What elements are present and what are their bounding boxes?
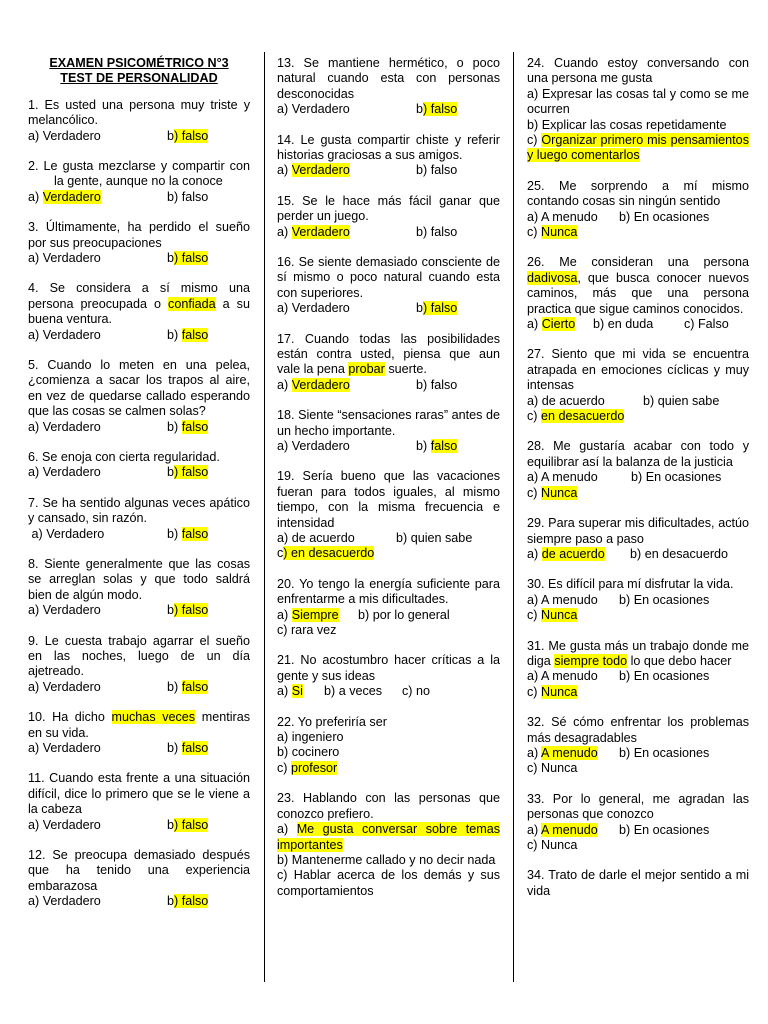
- option-a: a) Verdadero: [28, 465, 101, 480]
- question-text: 30. Es difícil para mí disfrutar la vida.: [527, 577, 734, 592]
- question-25: [527, 179, 749, 241]
- option-a: a) de acuerdo: [527, 393, 605, 408]
- question-23: [277, 791, 500, 899]
- question-text: 34. Trato de darle el mejor sentido a mi vida: [527, 868, 749, 898]
- option-b: b) por lo general: [358, 607, 450, 622]
- question-13: [277, 56, 500, 118]
- question-text: 31. Me gusta más un trabajo donde me diga siempre todo lo que debo hacer: [527, 638, 749, 668]
- option-a: a) Verdadero: [28, 894, 101, 909]
- exam-title-line1: EXAMEN PSICOMÉTRICO N°3: [49, 56, 229, 70]
- question-text: 23. Hablando con las personas que conozco prefiero.: [277, 791, 500, 821]
- option-a: a) Verdadero: [28, 189, 101, 204]
- option-b: b) falso: [167, 894, 209, 909]
- highlight: profesor: [291, 760, 338, 775]
- question-text: 28. Me gustaría acabar con todo y equilibrar así la balanza de la justicia: [527, 439, 749, 469]
- option-a: a) Verdadero: [28, 128, 101, 143]
- question-text: 13. Se mantiene hermético, o poco natural cuando esta con personas desconocidas: [277, 56, 500, 101]
- option-b: b) falso: [416, 102, 458, 117]
- question-15: [277, 194, 500, 240]
- highlight: Verdadero: [291, 224, 350, 239]
- option-a: a) A menudo: [527, 669, 598, 684]
- column-divider: [264, 52, 265, 982]
- option-a: a) Verdadero: [277, 163, 350, 178]
- option-a: a) Verdadero: [28, 419, 101, 434]
- highlight: falso: [181, 679, 209, 694]
- question-2: [28, 159, 250, 205]
- highlight: Cierto: [541, 317, 576, 332]
- highlight: ) falso: [174, 465, 209, 480]
- question-30: [527, 577, 749, 623]
- option-b: b) En ocasiones: [619, 822, 710, 837]
- highlight: ) falso: [174, 894, 209, 909]
- question-32: [527, 715, 749, 777]
- option-c: c) en desacuerdo: [527, 409, 625, 424]
- question-text: 11. Cuando esta frente a una situación difícil, dice lo primero que se le viene a la cabeza: [28, 771, 250, 817]
- highlight: Nunca: [541, 608, 578, 623]
- option-a: a) Verdadero: [277, 224, 350, 239]
- question-text: 21. No acostumbro hacer críticas a la gente y sus ideas: [277, 653, 500, 683]
- option-b: b) quien sabe: [643, 393, 720, 408]
- option-b: b) En ocasiones: [619, 745, 710, 760]
- question-text: 6. Se enoja con cierta regularidad.: [28, 450, 220, 465]
- option-b: b) falso: [167, 419, 209, 434]
- question-33: [527, 792, 749, 854]
- option-c: c) Falso: [684, 317, 729, 332]
- question-text: 32. Sé cómo enfrentar los problemas más desagradables: [527, 715, 749, 745]
- option-c: c) en desacuerdo: [277, 546, 375, 561]
- option-a: a) Verdadero: [28, 251, 101, 266]
- option-a: a) Cierto: [527, 317, 576, 332]
- highlight: A menudo: [541, 822, 598, 837]
- option-a: a) Siempre: [277, 607, 339, 622]
- highlight: ) en desacuerdo: [283, 546, 375, 561]
- column-3: [527, 56, 749, 914]
- question-text: 19. Sería bueno que las vacaciones fueran para todos iguales, al mismo tiempo, con la misma frecuencia e intensidad: [277, 469, 500, 530]
- highlight: ) falso: [423, 301, 458, 316]
- question-text: 17. Cuando todas las posibilidades están contra usted, piensa que aun vale la pena probar suerte.: [277, 331, 500, 377]
- option-b: b) falso: [167, 128, 209, 143]
- question-text: 4. Se considera a sí mismo una persona preocupada o confiada a su buena ventura.: [28, 281, 250, 327]
- highlight: Verdadero: [42, 189, 101, 204]
- question-10: [28, 710, 250, 756]
- highlight: Verdadero: [291, 163, 350, 178]
- question-26: [527, 255, 749, 332]
- highlight: ) falso: [423, 102, 458, 117]
- highlight: falso: [430, 439, 458, 454]
- option-b: b) falso: [167, 189, 209, 204]
- question-text: 20. Yo tengo la energía suficiente para enfrentarme a mis dificultades.: [277, 576, 500, 607]
- option-c: c) Organizar primero mis pensamientos y luego comentarlos: [527, 133, 749, 163]
- question-28: [527, 439, 749, 501]
- question-31: [527, 639, 749, 701]
- option-b: b) Mantenerme callado y no decir nada: [277, 852, 496, 867]
- question-text: 2. Le gusta mezclarse y compartir con la gente, aunque no la conoce: [28, 159, 250, 189]
- question-3: [28, 220, 250, 266]
- question-text: 24. Cuando estoy conversando con una persona me gusta: [527, 56, 749, 86]
- question-21: [277, 653, 500, 699]
- highlight: de acuerdo: [541, 546, 605, 561]
- option-b: b) falso: [167, 741, 209, 756]
- column-1: [28, 56, 250, 925]
- option-a: a) Verdadero: [277, 377, 350, 392]
- option-c: c) Nunca: [527, 761, 578, 776]
- option-b: b) a veces: [324, 684, 383, 699]
- option-b: b) Explicar las cosas repetidamente: [527, 117, 727, 132]
- column-2: [277, 56, 500, 914]
- question-4: [28, 281, 250, 343]
- column-divider: [513, 52, 514, 982]
- question-22: [277, 715, 500, 777]
- option-b: b) falso: [416, 163, 458, 178]
- question-19: [277, 469, 500, 561]
- highlight: ) falso: [174, 817, 209, 832]
- option-b: b) falso: [167, 251, 209, 266]
- highlight: Siempre: [291, 607, 339, 622]
- highlight: en desacuerdo: [541, 409, 625, 424]
- option-a: a) Verdadero: [28, 817, 101, 832]
- question-text: 10. Ha dicho muchas veces mentiras en su vida.: [28, 710, 250, 740]
- highlight: probar: [348, 362, 385, 377]
- highlight: falso: [181, 741, 209, 756]
- question-24: [527, 56, 749, 164]
- highlight: Nunca: [541, 225, 578, 240]
- option-a: a) Me gusta conversar sobre temas importantes: [277, 822, 501, 852]
- question-text: 3. Últimamente, ha perdido el sueño por sus preocupaciones: [28, 220, 250, 250]
- highlight: confiada: [168, 296, 216, 311]
- question-1: [28, 98, 250, 144]
- question-text: 15. Se le hace más fácil ganar que perder un juego.: [277, 193, 500, 224]
- highlight: Verdadero: [291, 377, 350, 392]
- option-b: b) falso: [416, 439, 458, 454]
- highlight: Organizar primero mis pensamientos y luego comentarlos: [527, 133, 749, 163]
- option-b: b) falso: [416, 224, 458, 239]
- question-text: 16. Se siente demasiado consciente de sí mismo o poco natural cuando esta con superiores.: [277, 255, 500, 300]
- highlight: muchas veces: [111, 710, 196, 725]
- question-text: 14. Le gusta compartir chiste y referir historias graciosas a sus amigos.: [277, 132, 500, 163]
- option-c: c) no: [402, 684, 430, 699]
- question-34: [527, 868, 749, 899]
- option-a: a) Verdadero: [28, 526, 105, 541]
- option-a: a) A menudo: [527, 470, 598, 485]
- highlight: falso: [181, 327, 209, 342]
- question-8: [28, 557, 250, 619]
- question-text: 9. Le cuesta trabajo agarrar el sueño en las noches, luego de un día ajetreado.: [28, 633, 250, 679]
- option-a: a) Verdadero: [28, 603, 101, 618]
- option-a: a) Verdadero: [277, 102, 350, 117]
- question-text: 1. Es usted una persona muy triste y melancólico.: [28, 97, 250, 128]
- question-text: 12. Se preocupa demasiado después que ha tenido una experiencia embarazosa: [28, 848, 250, 893]
- question-5: [28, 358, 250, 435]
- question-text: 8. Siente generalmente que las cosas se arreglan solas y que todo saldrá bien de algún modo.: [28, 557, 250, 602]
- highlight: Nunca: [541, 684, 578, 699]
- option-a: a) de acuerdo: [527, 546, 605, 561]
- option-c: c) Nunca: [527, 225, 578, 240]
- option-b: b) cocinero: [277, 745, 340, 760]
- option-b: b) En ocasiones: [619, 592, 710, 607]
- option-a: a) Verdadero: [28, 327, 101, 342]
- option-a: a) Verdadero: [28, 679, 101, 694]
- question-text: 22. Yo preferiría ser: [277, 714, 387, 729]
- highlight: falso: [181, 419, 209, 434]
- highlight: falso: [181, 526, 209, 541]
- highlight: ) falso: [174, 128, 209, 143]
- question-text: 27. Siento que mi vida se encuentra atrapada en emociones cíclicas y muy intensas: [527, 347, 749, 393]
- option-b: b) En ocasiones: [619, 209, 710, 224]
- option-b: b) falso: [167, 679, 209, 694]
- question-text: 25. Me sorprendo a mí mismo contando cosas sin ningún sentido: [527, 178, 749, 209]
- option-c: c) Nunca: [527, 485, 578, 500]
- option-a: a) Si: [277, 684, 303, 699]
- question-text: 29. Para superar mis dificultades, actúo siempre paso a paso: [527, 516, 749, 546]
- question-7: [28, 496, 250, 542]
- option-c: c) Nunca: [527, 608, 578, 623]
- option-b: b) en duda: [593, 317, 654, 332]
- question-text: 5. Cuando lo meten en una pelea, ¿comienza a sacar los trapos al aire, en vez de quedarse callado esperando que las cosas se calmen solas?: [28, 358, 250, 419]
- highlight: siempre todo: [554, 653, 628, 668]
- highlight: ) falso: [174, 251, 209, 266]
- option-a: a) A menudo: [527, 822, 598, 837]
- option-c: c) rara vez: [277, 623, 337, 638]
- question-29: [527, 516, 749, 562]
- option-b: b) en desacuerdo: [630, 546, 729, 561]
- highlight: Si: [291, 684, 303, 699]
- question-18: [277, 408, 500, 454]
- option-a: a) ingeniero: [277, 730, 344, 745]
- option-b: b) falso: [416, 301, 458, 316]
- question-text: 18. Siente “sensaciones raras” antes de un hecho importante.: [277, 408, 500, 438]
- option-a: a) Expresar las cosas tal y como se me ocurren: [527, 86, 749, 117]
- highlight: dadivosa: [527, 270, 578, 285]
- exam-title: [28, 56, 250, 87]
- option-a: a) A menudo: [527, 745, 598, 760]
- option-b: b) falso: [167, 465, 209, 480]
- option-c: c) Hablar acerca de los demás y sus comportamientos: [277, 868, 500, 898]
- option-a: a) A menudo: [527, 209, 598, 224]
- question-27: [527, 347, 749, 424]
- question-20: [277, 577, 500, 639]
- option-a: a) Verdadero: [28, 741, 101, 756]
- highlight: Me gusta conversar sobre temas importantes: [277, 822, 501, 852]
- question-11: [28, 771, 250, 833]
- option-c: c) profesor: [277, 760, 338, 775]
- question-12: [28, 848, 250, 910]
- option-b: b) falso: [167, 603, 209, 618]
- option-b: b) falso: [167, 327, 209, 342]
- option-a: a) Verdadero: [277, 301, 350, 316]
- highlight: Nunca: [541, 485, 578, 500]
- exam-title-line2: TEST DE PERSONALIDAD: [60, 71, 218, 86]
- question-6: [28, 450, 250, 481]
- option-b: b) falso: [167, 817, 209, 832]
- option-b: b) quien sabe: [396, 531, 473, 546]
- option-b: b) falso: [416, 377, 458, 392]
- option-c: c) Nunca: [527, 837, 578, 852]
- option-b: b) En ocasiones: [631, 470, 722, 485]
- option-a: a) A menudo: [527, 592, 598, 607]
- highlight: A menudo: [541, 745, 598, 760]
- option-c: c) Nunca: [527, 684, 578, 699]
- question-text: 7. Se ha sentido algunas veces apático y cansado, sin razón.: [28, 495, 250, 526]
- option-b: b) falso: [167, 526, 209, 541]
- question-14: [277, 133, 500, 179]
- option-a: a) Verdadero: [277, 439, 350, 454]
- question-17: [277, 332, 500, 394]
- question-text: 26. Me consideran una persona dadivosa, que busca conocer nuevos caminos, más que una persona practica que sigue caminos conocidos.: [527, 255, 749, 316]
- question-text: 33. Por lo general, me agradan las personas que conozco: [527, 791, 749, 822]
- option-a: a) de acuerdo: [277, 531, 355, 546]
- option-b: b) En ocasiones: [619, 669, 710, 684]
- highlight: ) falso: [174, 603, 209, 618]
- question-9: [28, 634, 250, 696]
- question-16: [277, 255, 500, 317]
